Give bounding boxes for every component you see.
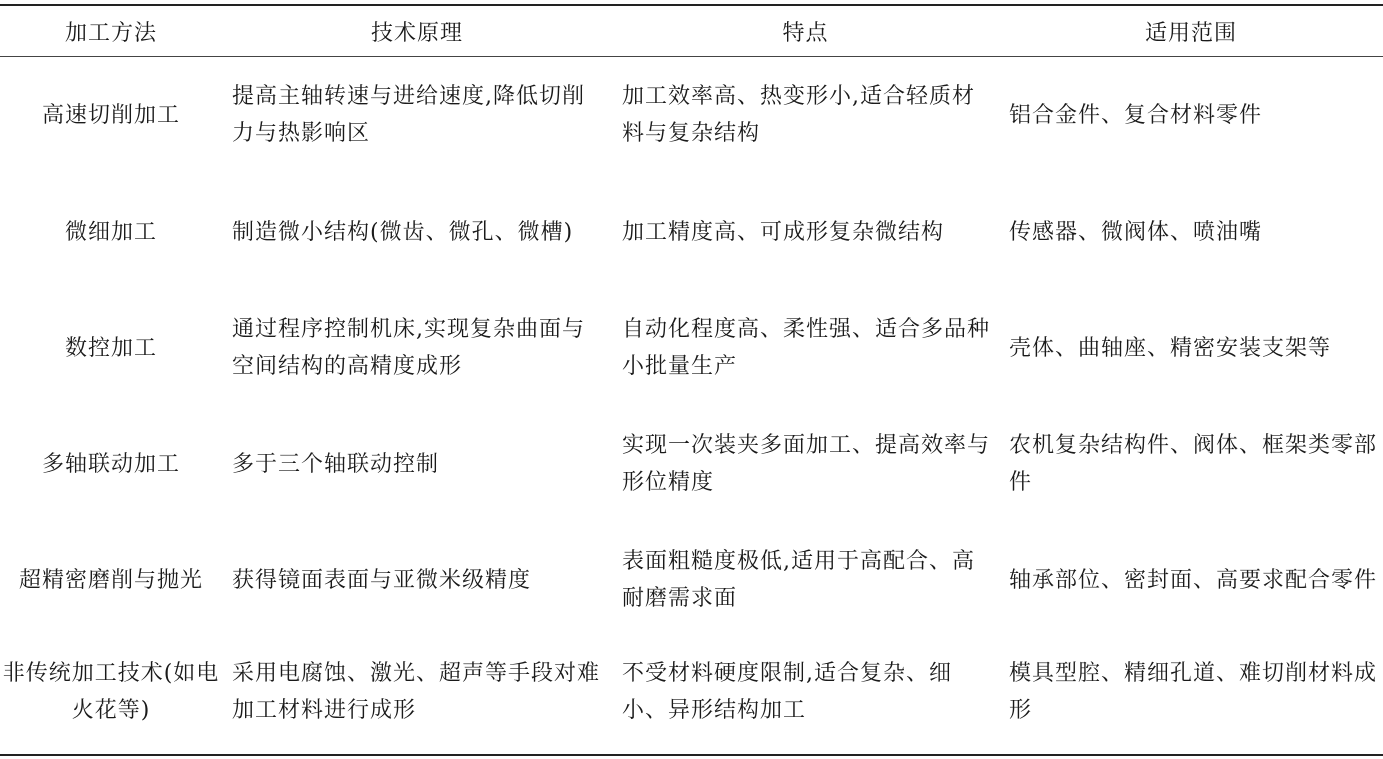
- cell-principle: 采用电腐蚀、激光、超声等手段对难加工材料进行成形: [232, 661, 601, 723]
- cell-method: 高速切削加工: [41, 102, 180, 128]
- cell-features: 加工精度高、可成形复杂微结构: [622, 219, 945, 245]
- table: [0, 6, 1383, 746]
- table-header-row: [0, 6, 1383, 56]
- cell-method: 非传统加工技术(如电火花等): [2, 661, 220, 723]
- cell-features: 加工效率高、热变形小,适合轻质材料与复杂结构: [622, 84, 975, 146]
- cell-scope: 轴承部位、密封面、高要求配合零件: [1009, 567, 1378, 593]
- table-row: [0, 290, 1383, 406]
- table-row: [0, 638, 1383, 746]
- cell-features: 表面粗糙度极低,适用于高配合、高耐磨需求面: [622, 549, 975, 611]
- cell-scope: 农机复杂结构件、阀体、框架类零部件: [1009, 433, 1378, 495]
- header-method: 加工方法: [64, 20, 157, 46]
- header-features: 特点: [782, 20, 829, 46]
- cell-principle: 通过程序控制机床,实现复杂曲面与空间结构的高精度成形: [232, 317, 585, 379]
- cell-features: 不受材料硬度限制,适合复杂、细小、异形结构加工: [622, 661, 952, 723]
- cell-method: 多轴联动加工: [41, 451, 180, 477]
- cell-scope: 模具型腔、精细孔道、难切削材料成形: [1009, 661, 1378, 723]
- cell-principle: 多于三个轴联动控制: [232, 451, 440, 477]
- table-bottom-rule: [0, 754, 1383, 756]
- table-row: [0, 174, 1383, 290]
- header-principle: 技术原理: [370, 20, 463, 46]
- cell-method: 数控加工: [64, 335, 157, 361]
- cell-method: 超精密磨削与抛光: [18, 567, 203, 593]
- cell-features: 自动化程度高、柔性强、适合多品种小批量生产: [622, 317, 991, 379]
- cell-features: 实现一次装夹多面加工、提高效率与形位精度: [622, 433, 991, 495]
- header-scope: 适用范围: [1144, 20, 1237, 46]
- table-row: [0, 406, 1383, 522]
- cell-method: 微细加工: [64, 219, 157, 245]
- cell-principle: 制造微小结构(微齿、微孔、微槽): [232, 219, 574, 245]
- cell-scope: 壳体、曲轴座、精密安装支架等: [1009, 335, 1332, 361]
- cell-scope: 传感器、微阀体、喷油嘴: [1009, 219, 1263, 245]
- table-row: [0, 522, 1383, 638]
- cell-principle: 获得镜面表面与亚微米级精度: [232, 567, 532, 593]
- table-row: [0, 56, 1383, 174]
- cell-principle: 提高主轴转速与进给速度,降低切削力与热影响区: [232, 84, 585, 146]
- cell-scope: 铝合金件、复合材料零件: [1009, 102, 1263, 128]
